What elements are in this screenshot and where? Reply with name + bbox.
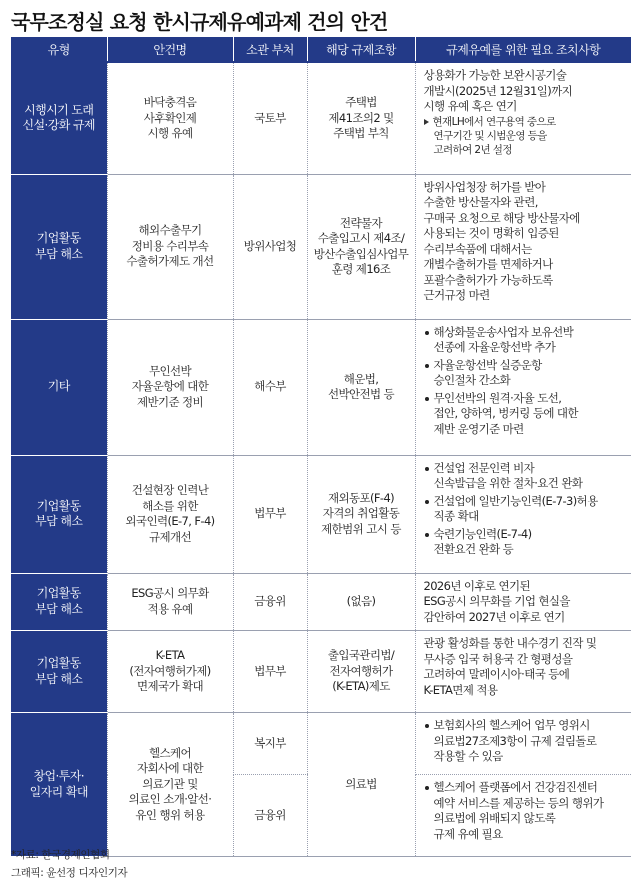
triangle-marker-icon [424, 119, 429, 125]
list-item: 건설업에 일반기능인력(E-7-3)허용 직종 확대 [424, 494, 628, 525]
row-item: 건설현장 인력난 해소를 위한 외국인력(E-7, F-4) 규제개선 [107, 455, 233, 573]
row-type: 기타 [11, 319, 107, 455]
page-title: 국무조정실 요청 한시규제유예과제 건의 안건 [11, 10, 388, 34]
row-action [415, 455, 631, 573]
row-clause: 재외동포(F-4) 자격의 취업활동 제한범위 고시 등 [307, 455, 415, 573]
table-row [11, 713, 631, 775]
list-item: 무인선박의 원격·자율 도선, 접안, 양하역, 벙커링 등에 대한 제반 운영기준 마련 [424, 391, 628, 438]
header-clause: 해당 규제조항 [307, 37, 415, 62]
list-item: 보험회사의 헬스케어 업무 영위시 의료법27조제3항이 규제 걸림돌로 작용할 수 있음 [424, 718, 628, 765]
row-ministry: 방위사업청 [233, 174, 307, 319]
row-clause: 해운법, 선박안전법 등 [307, 319, 415, 455]
table-row [11, 631, 631, 713]
row-type: 기업활동 부담 해소 [11, 455, 107, 573]
row-item: K-ETA (전자여행허가제) 면제국가 확대 [107, 631, 233, 713]
row-item: 해외수출무기 정비용 수리부속 수출허가제도 개선 [107, 174, 233, 319]
row-item: 헬스케어 자회사에 대한 의료기관 및 의료인 소개·알선· 유인 행위 허용 [107, 713, 233, 857]
header-item: 안건명 [107, 37, 233, 62]
row-ministry: 법무부 [233, 631, 307, 713]
row-item: 무인선박 자율운항에 대한 제반기준 정비 [107, 319, 233, 455]
row-type: 시행시기 도래 신설·강화 규제 [11, 62, 107, 174]
regulation-table [11, 37, 631, 857]
header-ministry: 소관 부처 [233, 37, 307, 62]
table-row [11, 319, 631, 455]
row-action: 상용화가 가능한 보완시공기술 개발시(2025년 12월31일)까지 시행 유예 혹은 연기 현재LH에서 연구용역 중으로 연구기간 및 시범운영 등을 고려하여 2년 설정 [415, 62, 631, 174]
header-action: 규제유예를 위한 필요 조치사항 [415, 37, 631, 62]
row-ministry: 해수부 [233, 319, 307, 455]
row-action [415, 319, 631, 455]
row-action: 2026년 이후로 연기된 ESG공시 의무화를 기업 현실을 감안하여 2027년 이후로 연기 [415, 573, 631, 631]
row-action-top [415, 713, 631, 775]
row-action-bottom [415, 775, 631, 857]
row-action: 방위사업청장 허가를 받아 수출한 방산물자와 관련, 구매국 요청으로 해당 방산물자에 사용되는 것이 명확히 입증된 수리부속품에 대해서는 개별수출허가를 면제하거나 포괄수출허가가 가능하도록 근거규정 마련 [415, 174, 631, 319]
row-type: 기업활동 부담 해소 [11, 631, 107, 713]
list-item: 건설업 전문인력 비자 신속발급을 위한 절차·요건 완화 [424, 461, 628, 492]
row-type: 기업활동 부담 해소 [11, 573, 107, 631]
table-row [11, 573, 631, 631]
row-ministry: 법무부 [233, 455, 307, 573]
table-row [11, 174, 631, 319]
list-item: 해상화물운송사업자 보유선박 선종에 자율운항선박 추가 [424, 325, 628, 356]
row-clause: 의료법 [307, 713, 415, 857]
row-clause: 주택법 제41조의2 및 주택법 부칙 [307, 62, 415, 174]
table-row [11, 62, 631, 174]
list-item: 자율운항선박 실증운항 승인절차 간소화 [424, 358, 628, 389]
list-item: 헬스케어 플랫폼에서 건강검진센터 예약 서비스를 제공하는 등의 행위가 의료법에 위배되지 않도록 규제 유예 필요 [424, 780, 628, 842]
table-header-row [11, 37, 631, 62]
row-clause: 출입국관리법/ 전자여행허가 (K-ETA)제도 [307, 631, 415, 713]
row-item: 바닥충격음 사후확인제 시행 유예 [107, 62, 233, 174]
note-marker-line: 현재LH에서 연구용역 중으로 [424, 115, 628, 129]
source-note: *자료: 한국경제인협회 [11, 849, 110, 861]
row-ministry-top: 복지부 [233, 713, 307, 775]
row-clause: (없음) [307, 573, 415, 631]
table-row [11, 455, 631, 573]
row-ministry-bottom: 금융위 [233, 775, 307, 857]
row-ministry: 금융위 [233, 573, 307, 631]
header-type: 유형 [11, 37, 107, 62]
row-type: 기업활동 부담 해소 [11, 174, 107, 319]
list-item: 숙련기능인력(E-7-4) 전환요건 완화 등 [424, 527, 628, 558]
row-type: 창업·투자· 일자리 확대 [11, 713, 107, 857]
row-action: 관광 활성화를 통한 내수경기 진작 및 무사증 입국 허용국 간 형평성을 고려하여 말레이시아·태국 등에 K-ETA면제 적용 [415, 631, 631, 713]
row-ministry: 국토부 [233, 62, 307, 174]
row-item: ESG공시 의무화 적용 유예 [107, 573, 233, 631]
row-clause: 전략물자 수출입고시 제4조/ 방산수출입심사업무 훈령 제16조 [307, 174, 415, 319]
credit-note: 그래픽: 윤선정 디자인기자 [11, 867, 128, 879]
